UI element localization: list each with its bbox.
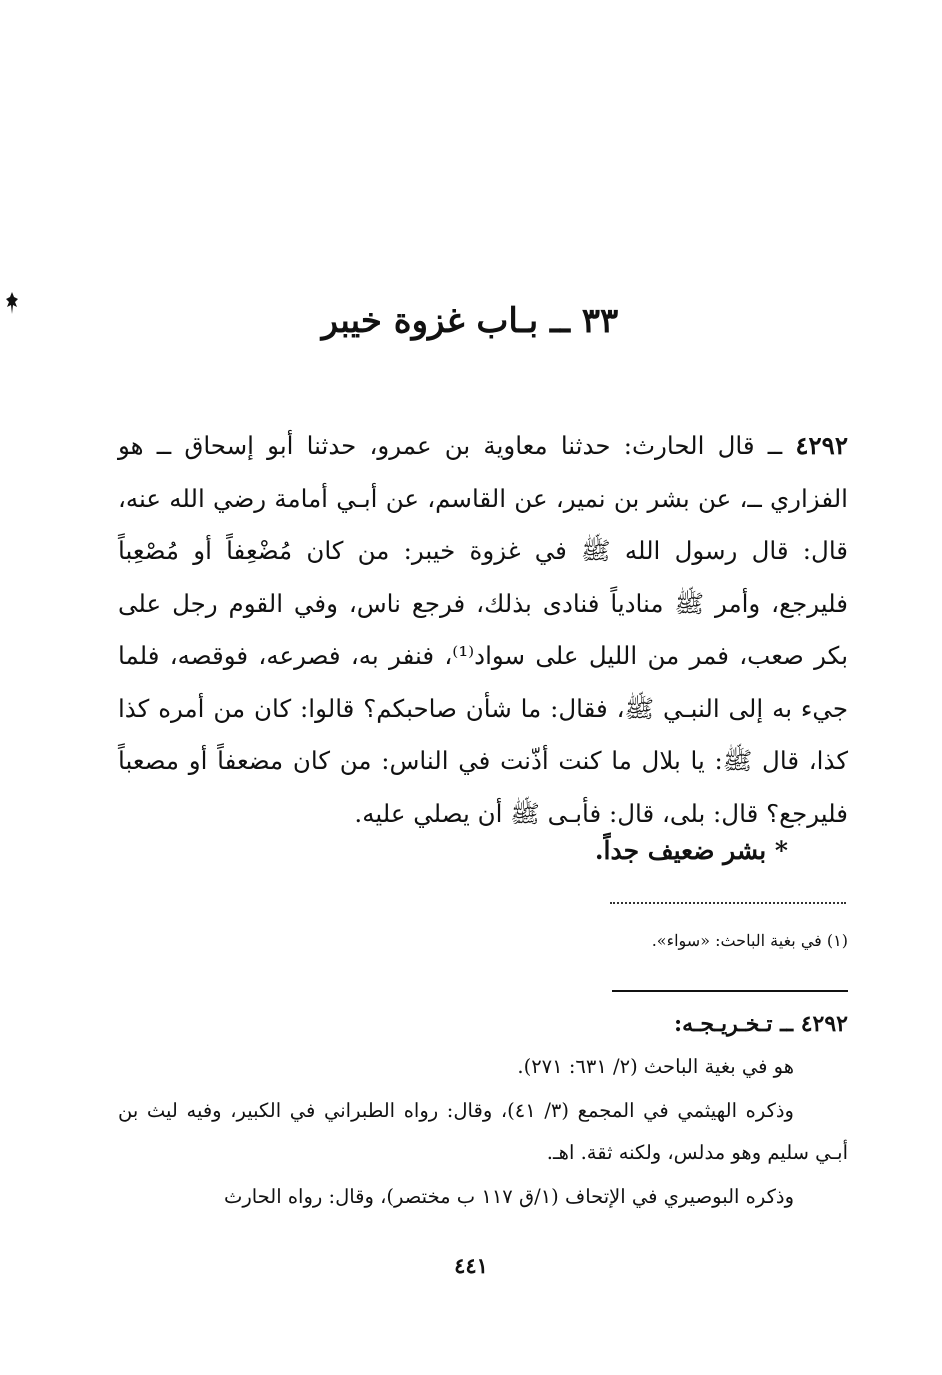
takhrij-paragraph-2 [118,1090,848,1174]
takhrij-heading: ٤٢٩٢ ــ تـخـريـجـه: [674,1011,848,1037]
hadith-text [118,420,848,840]
hadith-number: ٤٢٩٢ [795,431,848,460]
footnote-separator [610,902,846,908]
page-number: ٤٤١ [454,1253,488,1278]
takhrij-paragraph-3 [118,1176,848,1218]
section-divider [612,990,848,992]
ornament-icon [6,292,18,314]
hadith-body: ــ قال الحارث: حدثنا معاوية بن عمرو، حدثنا أبو إسحاق ــ هو الفزاري ــ، عن بشر بن نمير، عن القاسم، عن أبـي أمامة رضي الله عنه، قال: قال رسول الله ﷺ في غزوة خيبر: من كان مُضْعِفاً أو مُصْعِباً فليرجع، وأمر ﷺ منادياً فنادى بذلك، فرجع ناس، وفي القوم رجل على بكر صعب، فمر من الليل على سواد⁽¹⁾، فنفر به، فصرعه، فوقصه، فلما جيء به إلى النبـي ﷺ، فقال: ما شأن صاحبكم؟ قالوا: كان من أمره كذا كذا، قال ﷺ: يا بلال ما كنت أذّنت في الناس: من كان مضعفاً أو مصعباً فليرجع؟ قال: بلى، قال: فأبـى ﷺ أن يصلي عليه. [118,431,849,828]
takhrij-line-1-text: هو في بغية الباحث (٢/ ٦٣١: ٢٧١). [517,1055,794,1078]
takhrij-paragraph-2-text: وذكره الهيثمي في المجمع (٣/ ٤١)، وقال: رواه الطبراني في الكبير، وفيه ليث بن أبـي سليم وهو مدلس، ولكنه ثقة. اهـ. [118,1099,848,1164]
chapter-title: ٣٣ ــ بـاب غزوة خيبر [321,301,619,341]
footnote: (١) في بغية الباحث: «سواء». [651,931,848,950]
takhrij-line-1 [118,1046,848,1088]
takhrij-paragraph-3-text: وذكره البوصيري في الإتحاف (١/ق ١١٧ ب مختصر)، وقال: رواه الحارث [223,1185,794,1208]
grading-note: * بشر ضعيف جداً. [594,836,788,865]
